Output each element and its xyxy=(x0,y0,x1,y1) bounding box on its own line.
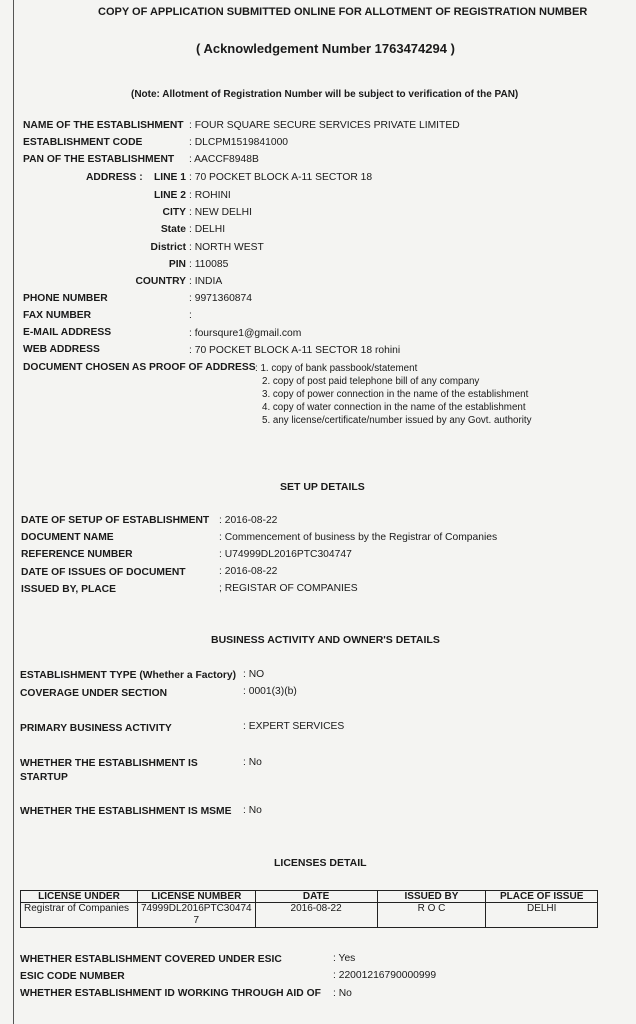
page-edge-line xyxy=(13,0,14,1024)
address-country-value: : INDIA xyxy=(189,276,223,287)
column-header: PLACE OF ISSUE xyxy=(486,891,598,903)
address-pin-label: PIN xyxy=(168,259,186,270)
startup-label: WHETHER THE ESTABLISHMENT IS xyxy=(20,758,198,769)
setup-details-heading: SET UP DETAILS xyxy=(280,481,365,493)
msme-label: WHETHER THE ESTABLISHMENT IS MSME xyxy=(20,806,232,817)
document-name-value: : Commencement of business by the Registrar of Companies xyxy=(219,532,498,543)
aid-value: : No xyxy=(333,988,352,999)
pan-label: PAN OF THE ESTABLISHMENT xyxy=(23,154,175,165)
aid-label: WHETHER ESTABLISHMENT ID WORKING THROUGH AID OF xyxy=(20,988,321,999)
table-header-row xyxy=(21,891,598,903)
establishment-code-label: ESTABLISHMENT CODE xyxy=(23,137,143,148)
email-value: : foursqure1@gmail.com xyxy=(189,328,302,339)
license-issued-by-cell: R O C xyxy=(377,903,486,928)
msme-value: : No xyxy=(243,805,262,816)
startup-value: : No xyxy=(243,757,262,768)
proof-item: : 1. copy of bank passbook/statement xyxy=(255,363,418,374)
document-name-label: DOCUMENT NAME xyxy=(21,532,114,543)
establishment-type-label: ESTABLISHMENT TYPE (Whether a Factory) xyxy=(20,670,237,681)
address-line2-label: LINE 2 xyxy=(153,190,186,201)
column-header: LICENSE UNDER xyxy=(21,891,138,903)
fax-value: : xyxy=(189,310,192,321)
fax-label: FAX NUMBER xyxy=(23,310,92,321)
phone-value: : 9971360874 xyxy=(189,293,252,304)
verification-note: (Note: Allotment of Registration Number will be subject to verification of the PAN) xyxy=(131,89,519,100)
web-address-label: WEB ADDRESS xyxy=(23,344,100,355)
address-country-label: COUNTRY xyxy=(135,276,186,287)
table-row xyxy=(21,903,598,928)
license-number-line: 74999DL2016PTC30474 xyxy=(140,903,252,914)
coverage-section-value: : 0001(3)(b) xyxy=(243,686,297,697)
esic-covered-label: WHETHER ESTABLISHMENT COVERED UNDER ESIC xyxy=(20,954,282,965)
issued-by-value: ; REGISTAR OF COMPANIES xyxy=(219,583,358,594)
license-under-cell: Registrar of Companies xyxy=(21,903,138,928)
address-city-label: CITY xyxy=(162,207,186,218)
column-header: DATE xyxy=(255,891,377,903)
web-address-value: : 70 POCKET BLOCK A-11 SECTOR 18 rohini xyxy=(189,345,401,356)
document-title: COPY OF APPLICATION SUBMITTED ONLINE FOR ALLOTMENT OF REGISTRATION NUMBER xyxy=(98,6,588,18)
license-number-cell xyxy=(137,903,255,928)
proof-item: 3. copy of power connection in the name of the establishment xyxy=(262,389,529,400)
issue-date-value: : 2016-08-22 xyxy=(219,566,278,577)
address-city-value: : NEW DELHI xyxy=(189,207,252,218)
setup-date-label: DATE OF SETUP OF ESTABLISHMENT xyxy=(21,515,210,526)
address-district-value: : NORTH WEST xyxy=(189,242,264,253)
establishment-name-value: : FOUR SQUARE SECURE SERVICES PRIVATE LIMITED xyxy=(189,120,460,131)
startup-label-cont: STARTUP xyxy=(20,772,68,783)
esic-code-value: : 22001216790000999 xyxy=(333,970,437,981)
reference-number-label: REFERENCE NUMBER xyxy=(21,549,133,560)
license-date-cell: 2016-08-22 xyxy=(255,903,377,928)
proof-item: 4. copy of water connection in the name of the establishment xyxy=(262,402,526,413)
establishment-type-value: : NO xyxy=(243,669,265,680)
reference-number-value: : U74999DL2016PTC304747 xyxy=(219,549,352,560)
address-line2-value: : ROHINI xyxy=(189,190,231,201)
issued-by-label: ISSUED BY, PLACE xyxy=(21,584,116,595)
primary-activity-value: : EXPERT SERVICES xyxy=(243,721,345,732)
address-district-label: District xyxy=(150,242,186,253)
pan-value: : AACCF8948B xyxy=(189,154,259,165)
business-activity-heading: BUSINESS ACTIVITY AND OWNER'S DETAILS xyxy=(211,634,440,646)
license-place-cell: DELHI xyxy=(486,903,598,928)
column-header: ISSUED BY xyxy=(377,891,486,903)
primary-activity-label: PRIMARY BUSINESS ACTIVITY xyxy=(20,723,172,734)
address-state-value: : DELHI xyxy=(189,224,226,235)
acknowledgement-number: ( Acknowledgement Number 1763474294 ) xyxy=(196,41,455,56)
address-line1-label: LINE 1 xyxy=(153,172,186,183)
address-label: ADDRESS : xyxy=(86,172,143,183)
esic-code-label: ESIC CODE NUMBER xyxy=(20,971,125,982)
establishment-code-value: : DLCPM1519841000 xyxy=(189,137,289,148)
setup-date-value: : 2016-08-22 xyxy=(219,515,278,526)
coverage-section-label: COVERAGE UNDER SECTION xyxy=(20,688,168,699)
establishment-name-label: NAME OF THE ESTABLISHMENT xyxy=(23,120,184,131)
esic-covered-value: : Yes xyxy=(333,953,356,964)
licenses-table xyxy=(20,890,598,928)
column-header: LICENSE NUMBER xyxy=(137,891,255,903)
proof-item: 2. copy of post paid telephone bill of any company xyxy=(262,376,480,387)
phone-label: PHONE NUMBER xyxy=(23,293,108,304)
address-line1-value: : 70 POCKET BLOCK A-11 SECTOR 18 xyxy=(189,172,373,183)
address-state-label: State xyxy=(160,224,186,235)
license-number-line: 7 xyxy=(193,915,200,926)
issue-date-label: DATE OF ISSUES OF DOCUMENT xyxy=(21,567,186,578)
address-pin-value: : 110085 xyxy=(189,259,229,270)
email-label: E-MAIL ADDRESS xyxy=(23,327,112,338)
licenses-heading: LICENSES DETAIL xyxy=(274,857,367,869)
proof-of-address-label: DOCUMENT CHOSEN AS PROOF OF ADDRESS xyxy=(23,362,256,373)
proof-item: 5. any license/certificate/number issued by any Govt. authority xyxy=(262,415,532,426)
